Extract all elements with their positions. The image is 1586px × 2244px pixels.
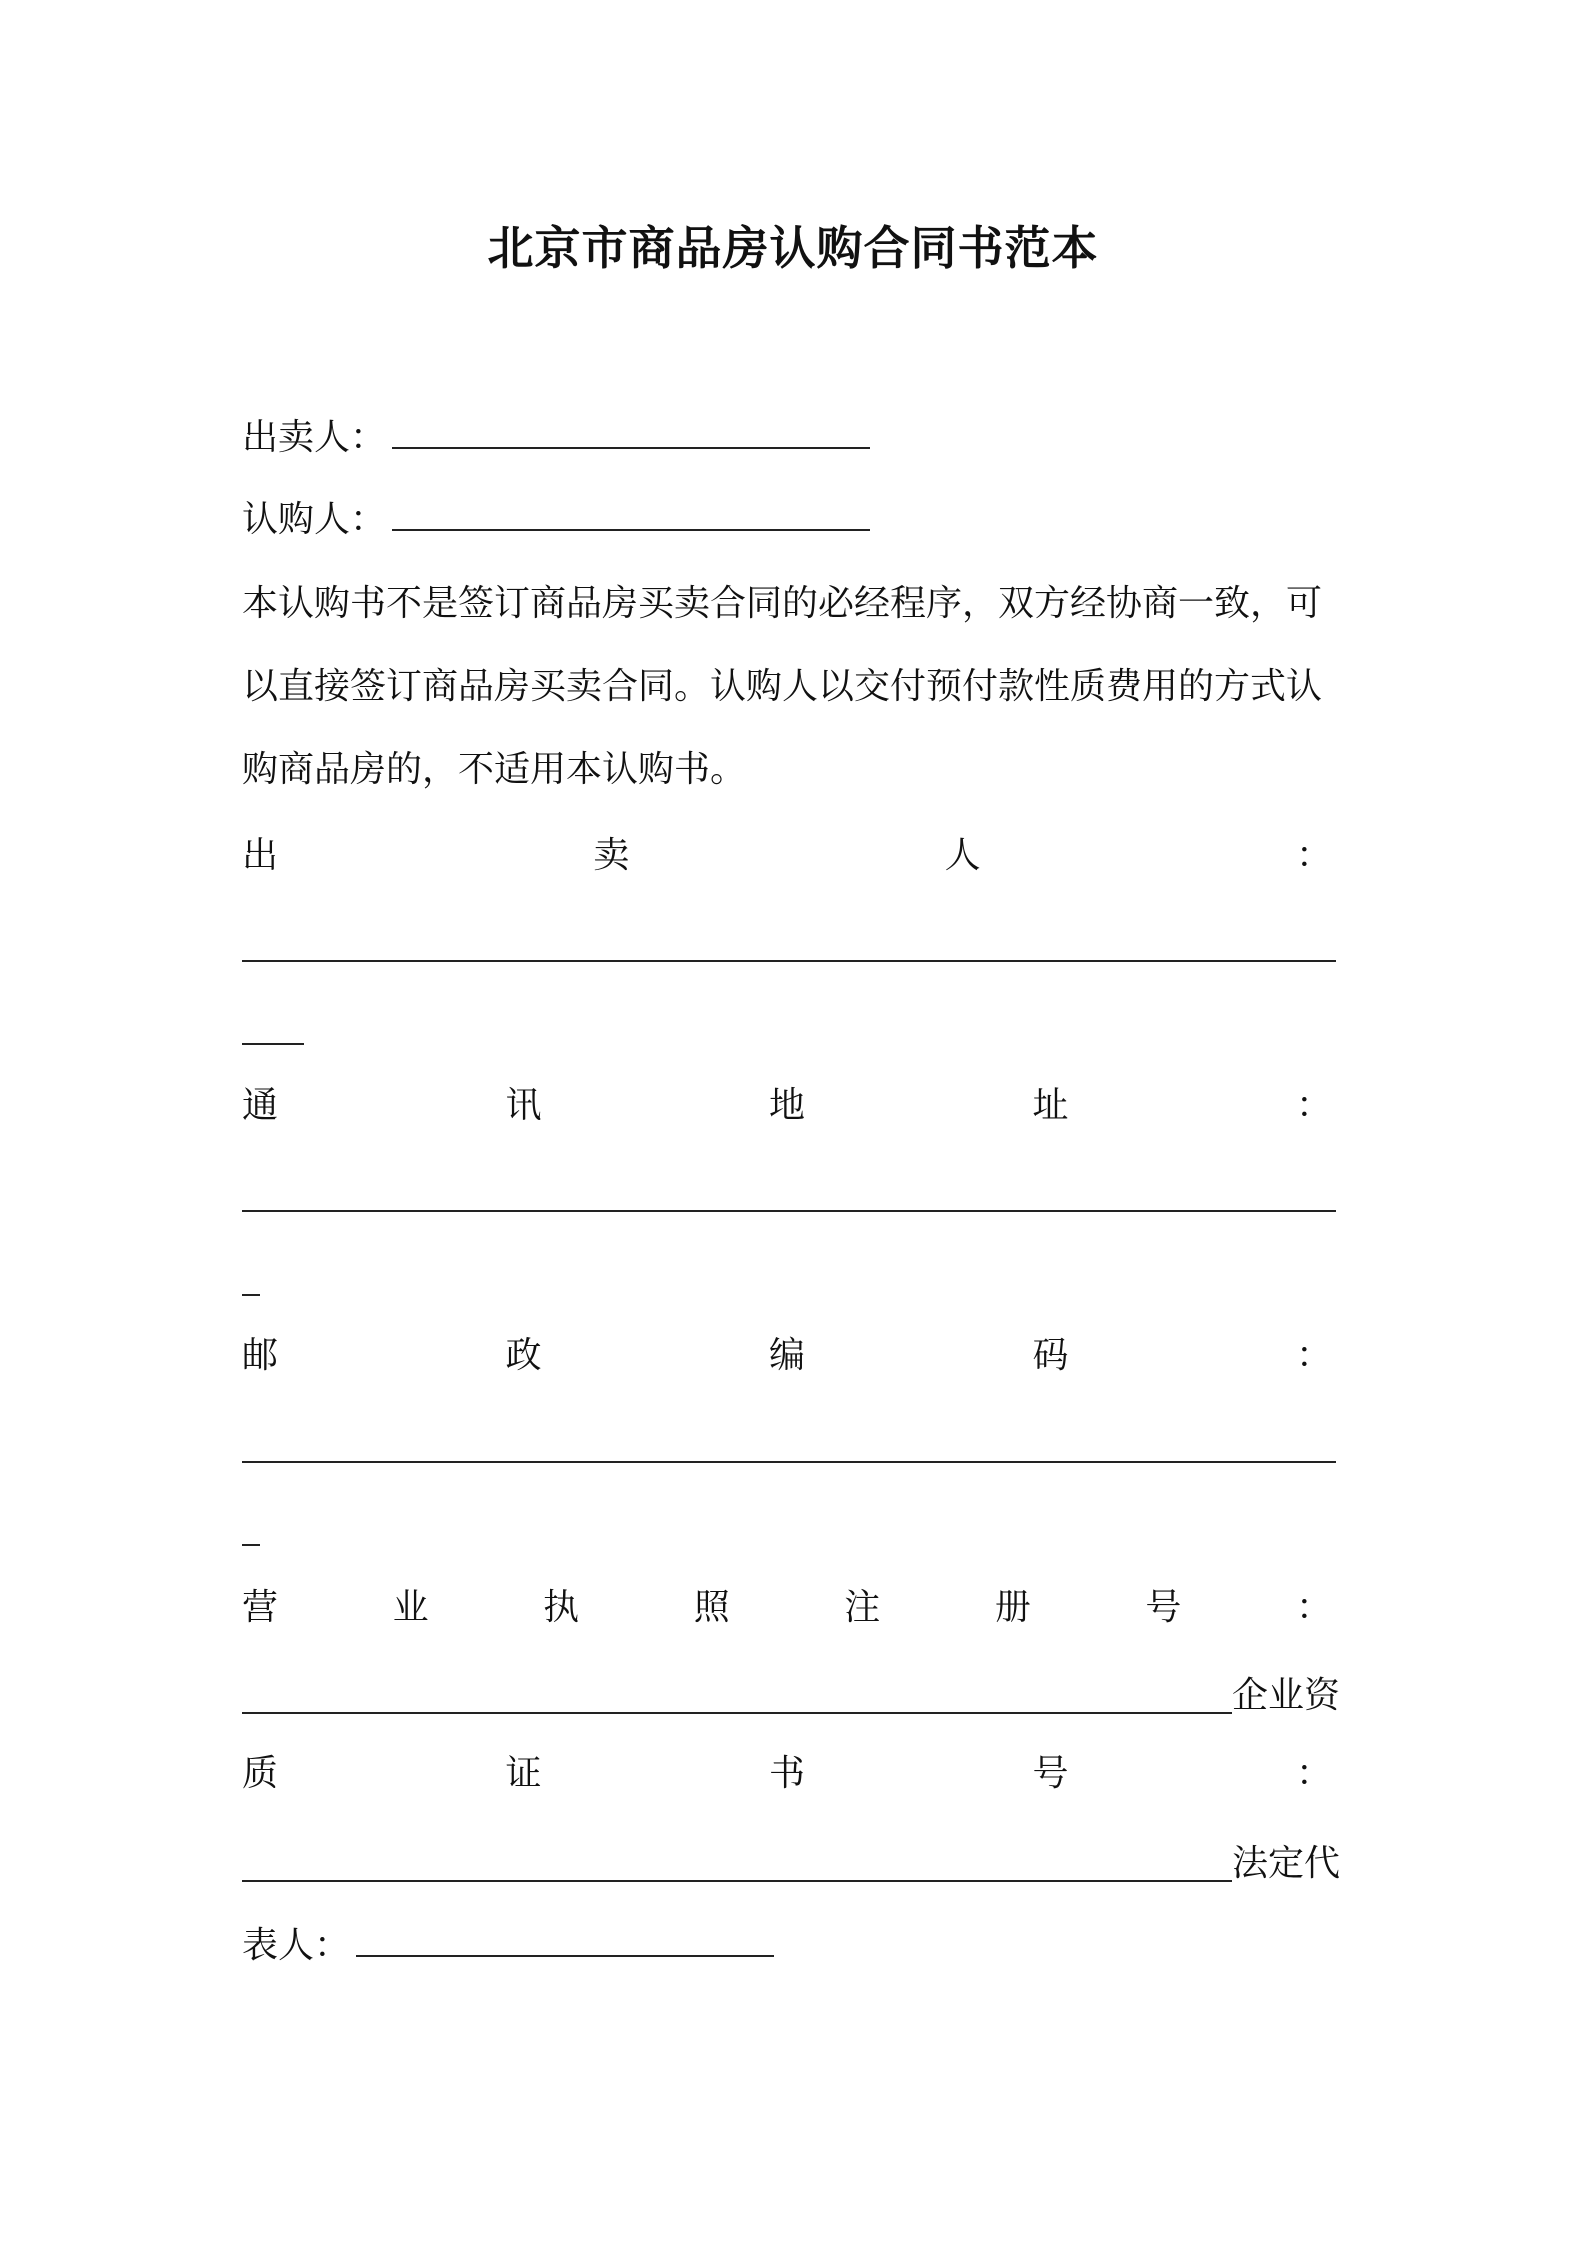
spread-char: 号 <box>1145 1587 1182 1628</box>
seller-blank-rule-tail[interactable] <box>242 1043 304 1045</box>
spread-char: ： <box>1295 1335 1332 1376</box>
postcode-spread-label <box>242 1330 1332 1382</box>
license-tail-text: 企业资 <box>1232 1675 1341 1716</box>
postcode-blank-rule-tail[interactable] <box>242 1544 260 1546</box>
spread-char: 执 <box>543 1587 580 1628</box>
seller-field-line <box>242 412 1360 464</box>
spread-char: 邮 <box>242 1335 279 1376</box>
spread-char: 编 <box>768 1335 805 1376</box>
spread-char: 证 <box>505 1753 542 1794</box>
spread-char: ： <box>1295 1753 1332 1794</box>
spread-char: 地 <box>768 1085 805 1126</box>
legal-rep-label: 表人： <box>242 1925 351 1966</box>
spread-char: ： <box>1295 1587 1332 1628</box>
address-blank-rule-tail[interactable] <box>242 1294 260 1296</box>
spread-char: 书 <box>768 1753 805 1794</box>
notice-line-2: 以直接签订商品房买卖合同。认购人以交付预付款性质费用的方式认 <box>242 666 1323 707</box>
spread-char: 注 <box>844 1587 881 1628</box>
buyer-blank[interactable] <box>392 499 870 531</box>
spread-char: 号 <box>1032 1753 1069 1794</box>
spread-char: 卖 <box>593 835 630 876</box>
legal-rep-blank[interactable] <box>356 1925 774 1957</box>
seller-blank[interactable] <box>392 417 870 449</box>
legal-rep-field-line <box>242 1920 1360 1972</box>
spread-char: 人 <box>944 835 981 876</box>
buyer-field-line <box>242 494 1360 546</box>
address-blank-rule[interactable] <box>242 1210 1336 1212</box>
spread-char: 通 <box>242 1085 279 1126</box>
spread-char: 政 <box>505 1335 542 1376</box>
cert-blank-rule[interactable] <box>242 1880 1232 1882</box>
address-spread-label <box>242 1080 1332 1132</box>
seller-label: 出卖人： <box>242 417 387 458</box>
spread-char: 码 <box>1032 1335 1069 1376</box>
cert-tail-text: 法定代 <box>1232 1843 1341 1884</box>
spread-char: 讯 <box>505 1085 542 1126</box>
spread-char: ： <box>1295 835 1332 876</box>
notice-line-3: 购商品房的，不适用本认购书。 <box>242 749 747 790</box>
cert-spread-label <box>242 1748 1332 1800</box>
spread-char: ： <box>1295 1085 1332 1126</box>
spread-char: 业 <box>392 1587 429 1628</box>
spread-char: 址 <box>1032 1085 1069 1126</box>
notice-line-1: 本认购书不是签订商品房买卖合同的必经程序，双方经协商一致，可 <box>242 583 1323 624</box>
seller-blank-rule[interactable] <box>242 960 1336 962</box>
postcode-blank-rule[interactable] <box>242 1461 1336 1463</box>
license-spread-label <box>242 1582 1332 1634</box>
license-blank-rule[interactable] <box>242 1712 1232 1714</box>
spread-char: 营 <box>242 1587 279 1628</box>
seller-spread-label <box>242 830 1332 882</box>
spread-char: 出 <box>242 835 279 876</box>
spread-char: 照 <box>693 1587 730 1628</box>
spread-char: 册 <box>994 1587 1031 1628</box>
buyer-label: 认购人： <box>242 499 387 540</box>
document-title: 北京市商品房认购合同书范本 <box>487 221 1099 275</box>
spread-char: 质 <box>242 1753 279 1794</box>
